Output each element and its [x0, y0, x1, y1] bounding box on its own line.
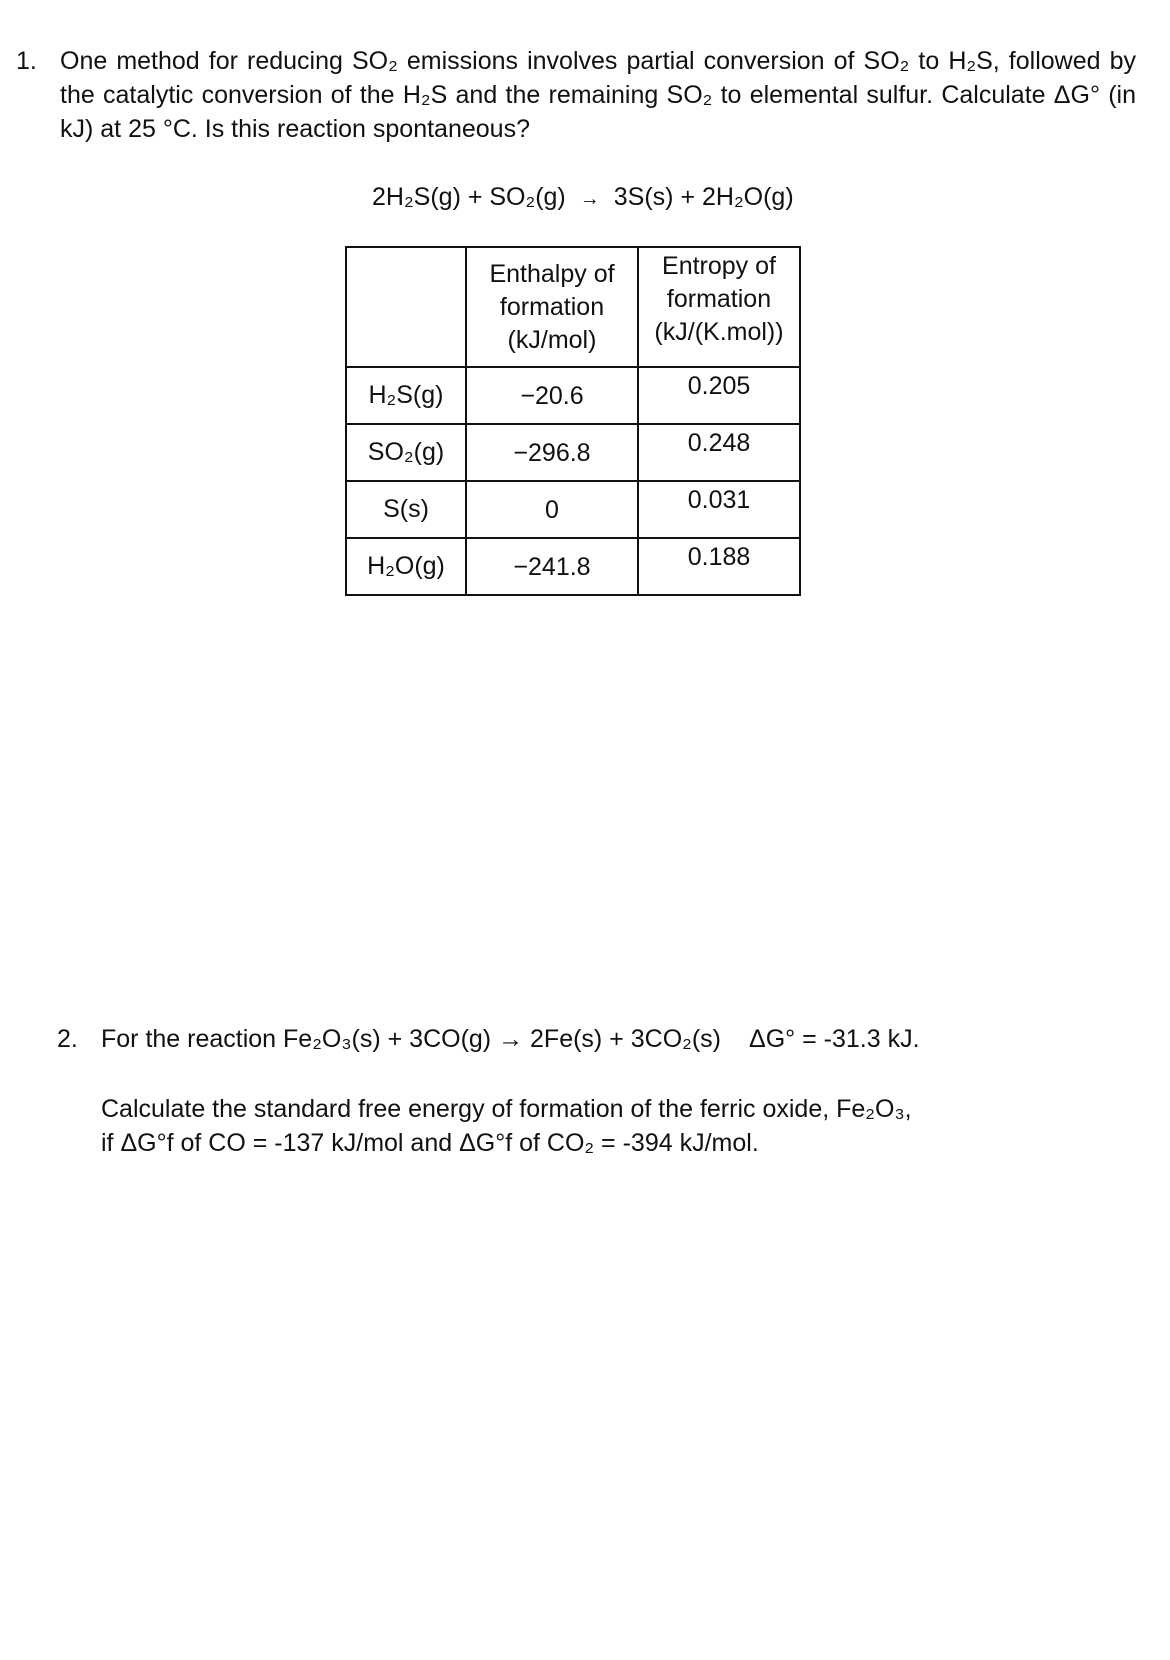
- header-blank-cell: [346, 247, 466, 367]
- table-row: [346, 367, 800, 424]
- question-2-prompt: [101, 1092, 920, 1160]
- reaction-products: 3S(s) + 2H₂O(g): [613, 183, 794, 211]
- header-entropy: [638, 247, 800, 367]
- header-enthalpy-line: (kJ/mol): [507, 325, 597, 354]
- entropy-cell: 0.248: [638, 424, 800, 481]
- header-entropy-line: (kJ/(K.mol)): [654, 318, 784, 346]
- question-1-number: 1.: [16, 47, 37, 75]
- question-2: [57, 1022, 920, 1160]
- enthalpy-cell: −241.8: [466, 538, 638, 595]
- header-entropy-line: Entropy of: [662, 252, 776, 280]
- reaction-reactants: 2H₂S(g) + SO₂(g): [372, 183, 566, 211]
- question-1-reaction: [372, 180, 794, 216]
- enthalpy-cell: 0: [466, 481, 638, 538]
- header-entropy-line: formation: [666, 285, 772, 313]
- table-row: [346, 538, 800, 595]
- enthalpy-cell: −20.6: [466, 367, 638, 424]
- reaction-arrow: →: [579, 188, 600, 210]
- header-enthalpy-line: Enthalpy of: [489, 259, 615, 288]
- header-enthalpy-line: formation: [499, 292, 605, 321]
- table-row: [346, 424, 800, 481]
- thermo-data-table: [345, 246, 801, 596]
- question-2-prompt-line: if ΔG°f of CO = -137 kJ/mol and ΔG°f of CO₂ = -394 kJ/mol.: [101, 1129, 759, 1157]
- question-2-reaction-line: [101, 1022, 920, 1056]
- question-2-reaction: For the reaction Fe₂O₃(s) + 3CO(g) → 2Fe(s) + 3CO₂(s): [101, 1025, 722, 1053]
- table-header-row: [346, 247, 800, 367]
- entropy-cell: 0.205: [638, 367, 800, 424]
- question-2-delta-g: ΔG° = -31.3 kJ.: [749, 1025, 920, 1053]
- question-2-prompt-line: Calculate the standard free energy of formation of the ferric oxide, Fe₂O₃,: [101, 1095, 912, 1123]
- enthalpy-cell: −296.8: [466, 424, 638, 481]
- species-cell: SO₂(g): [346, 424, 466, 481]
- table-row: [346, 481, 800, 538]
- species-cell: H₂S(g): [346, 367, 466, 424]
- entropy-cell: 0.031: [638, 481, 800, 538]
- entropy-cell: 0.188: [638, 538, 800, 595]
- question-1: [16, 44, 1136, 146]
- question-1-text: One method for reducing SO₂ emissions involves partial conversion of SO₂ to H₂S, followed by the catalytic conversion of the H₂S and the remaining SO₂ to elemental sulfur. Calculate ΔG° (in kJ) at 25 °C. Is this reaction spontaneous?: [60, 47, 1136, 143]
- species-cell: H₂O(g): [346, 538, 466, 595]
- header-enthalpy: [466, 247, 638, 367]
- question-2-number: 2.: [57, 1025, 78, 1053]
- species-cell: S(s): [346, 481, 466, 538]
